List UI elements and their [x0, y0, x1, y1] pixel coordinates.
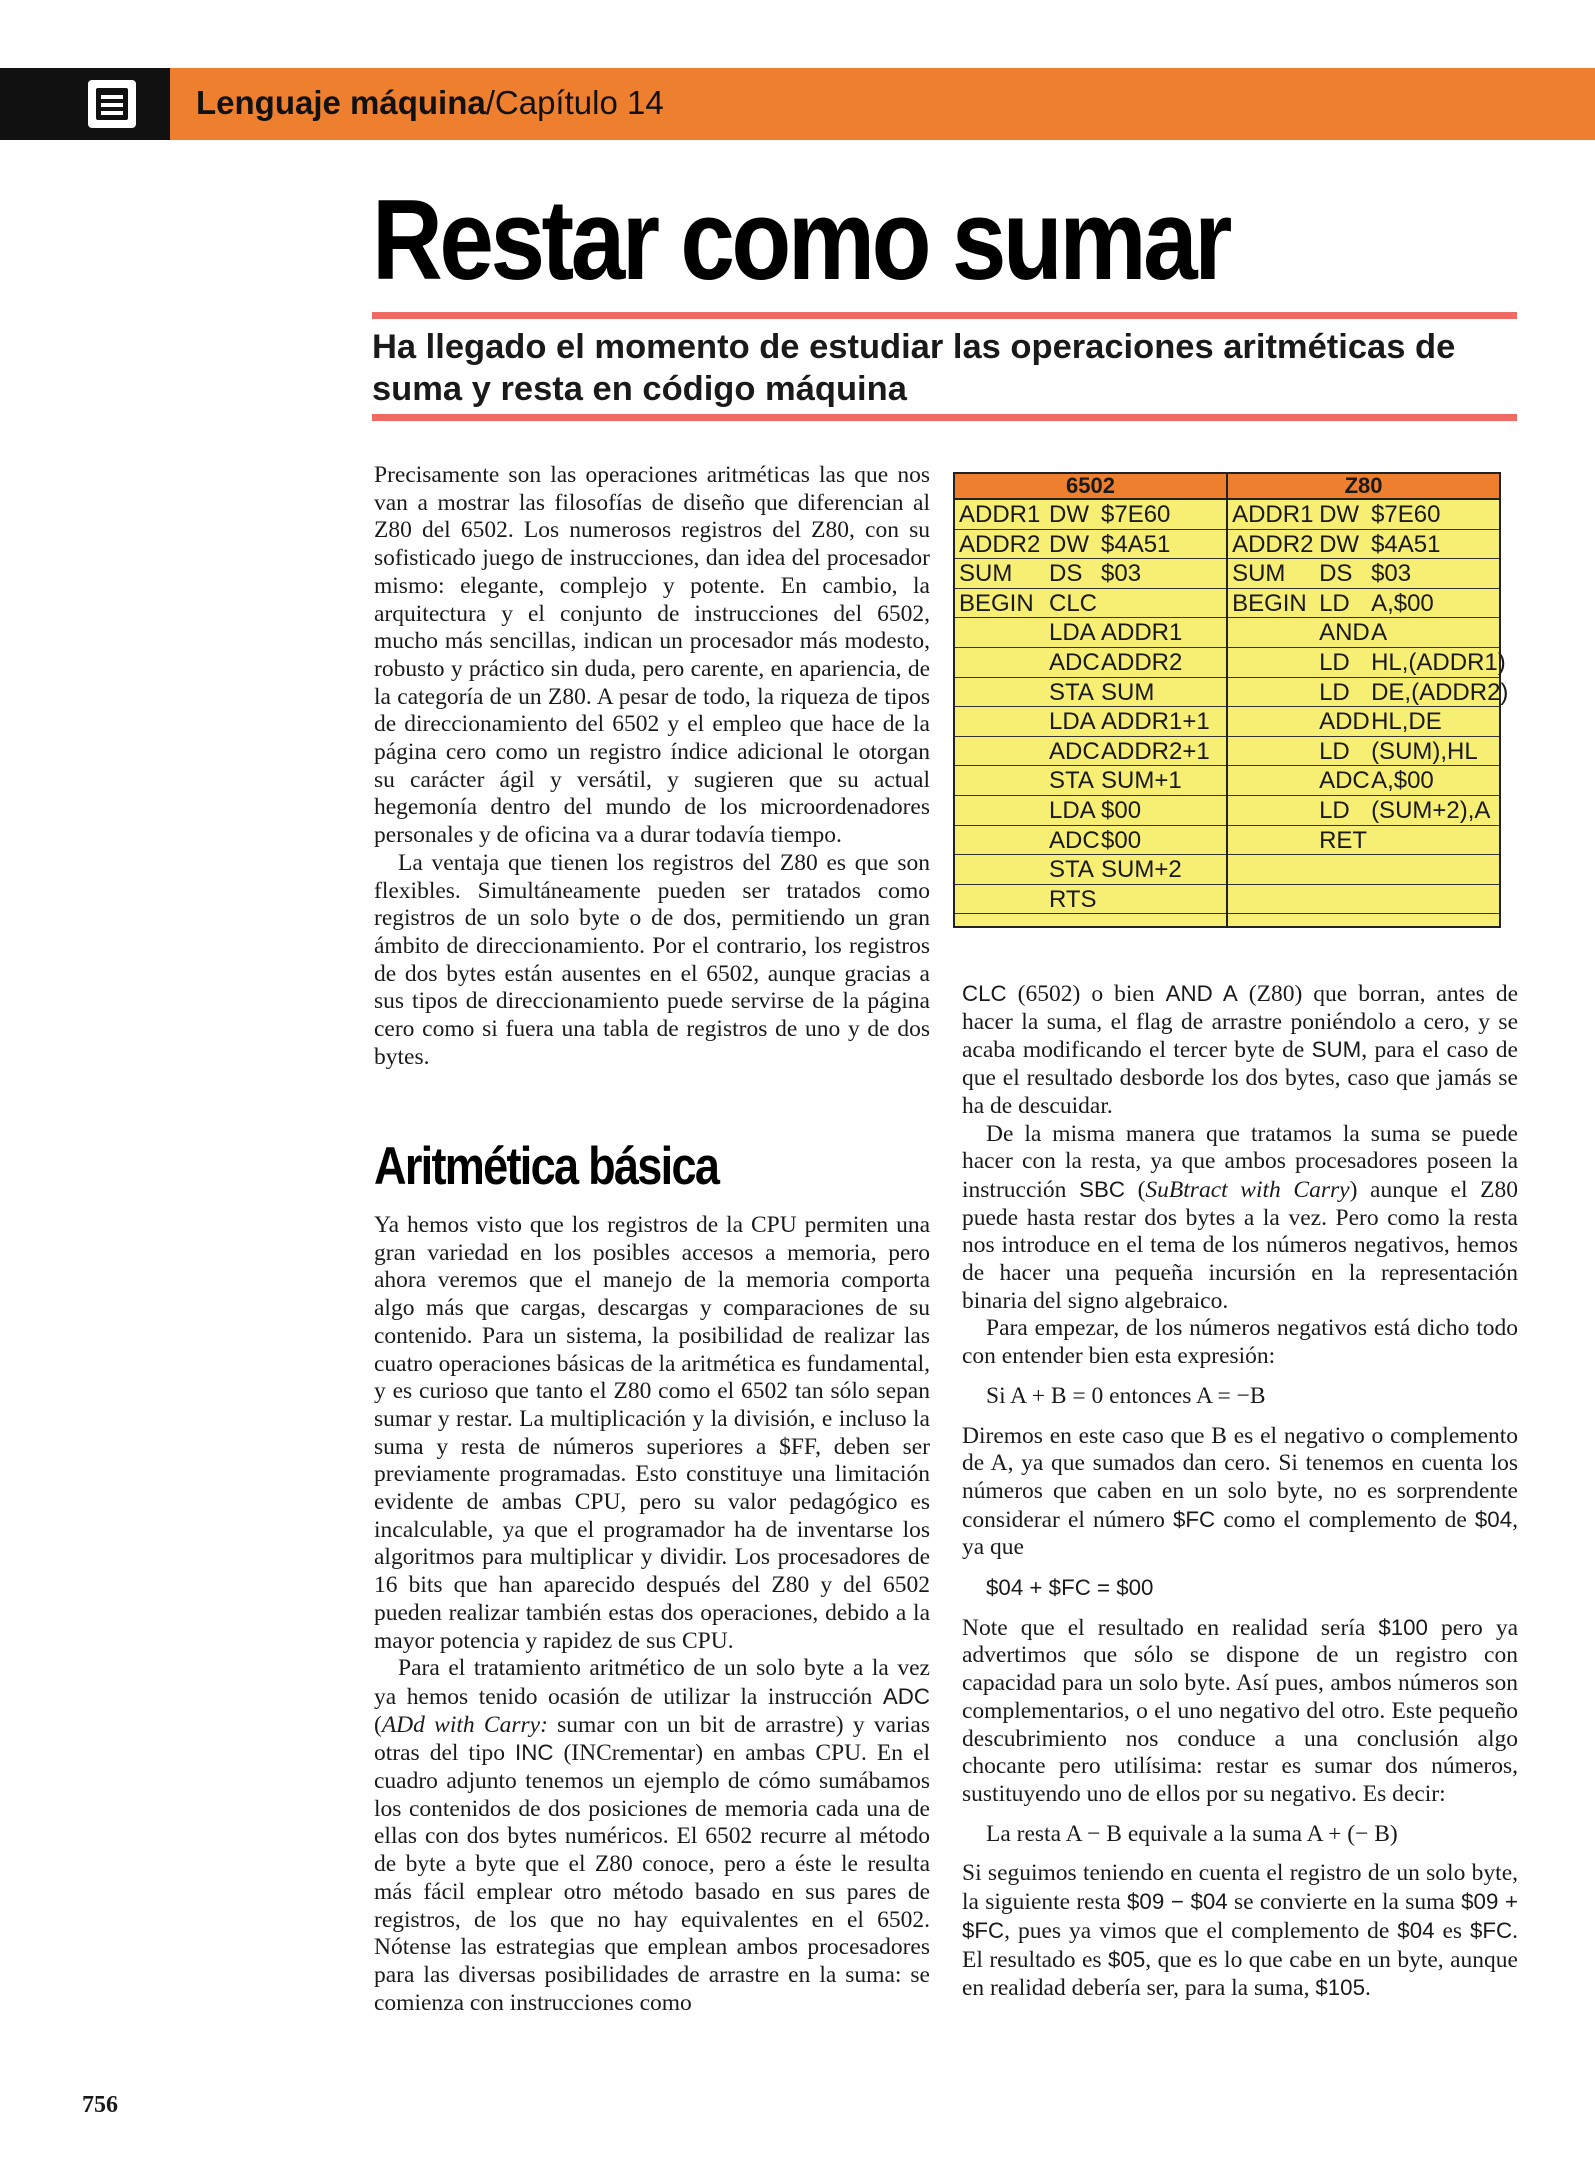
section-label: Lenguaje máquina/Capítulo 14 — [196, 84, 664, 121]
code-column-z80 — [1227, 473, 1509, 927]
paragraph: De la misma manera que tratamos la suma se puede hacer con la resta, ya que ambos procesadores poseen la instrucción SBC (SuBtract with Carry) aunque el Z80 puede hasta restar dos bytes a la vez. Pero como la resta nos introduce en el tema de los números negativos, hemos de hacer una pequeña incursión en la representación binaria del signo algebraico. — [962, 1120, 1518, 1314]
page-title: Restar como sumar — [372, 177, 1229, 304]
code-operand: A,$00 — [1371, 767, 1434, 795]
code-operand: $4A51 — [1371, 530, 1441, 558]
code-operand: $7E60 — [1101, 501, 1171, 528]
code-row — [1228, 826, 1499, 856]
code-label: ADDR1 — [1232, 501, 1314, 528]
code-operand: DE,(ADDR2) — [1371, 678, 1509, 706]
code-opcode: LD — [1319, 796, 1350, 824]
code-opcode: STA — [1049, 678, 1094, 706]
code-table — [953, 472, 1509, 928]
code-opcode: LDA — [1049, 796, 1096, 824]
code-operand: $00 — [1101, 796, 1142, 824]
subtitle: Ha llegado el momento de estudiar las operaciones aritméticas de suma y resta en código máquina — [372, 328, 1456, 408]
page-number: 756 — [82, 2092, 118, 2118]
code-opcode: LD — [1319, 589, 1350, 617]
code-opcode: LDA — [1049, 619, 1096, 647]
code-label: ADDR2 — [959, 530, 1041, 558]
code-row — [955, 885, 1226, 915]
code-row — [955, 678, 1226, 708]
code-opcode: LD — [1319, 648, 1350, 676]
code-operand: ADDR2 — [1101, 648, 1183, 676]
code-operand: ADDR2+1 — [1101, 737, 1210, 765]
code-row — [1228, 559, 1499, 589]
code-operand: HL,DE — [1371, 708, 1442, 736]
code-operand: A,$00 — [1371, 589, 1434, 617]
paragraph: Ya hemos visto que los registros de la CPU permiten una gran variedad en los posibles accesos a memoria, pero ahora veremos que el manejo de la memoria comporta algo más que cargas, descargas y comparaciones de su contenido. Para un sistema, la posibilidad de realizar las cuatro operaciones básicas de la aritmética es fundamental, y es curioso que tanto el Z80 como el 6502 tan sólo sepan sumar y restar. La multiplicación y la división, e incluso la suma y resta de números superiores a $FF, deben ser previamente programadas. Esto constituye una limitación evidente de ambas CPU, pero su valor pedagógico es incalculable, ya que el programador ha de inventarse los algoritmos para multiplicar y dividir. Los procesadores de 16 bits que han aparecido después del Z80 y del 6502 pueden realizar también estas dos operaciones, debido a la mayor potencia y rapidez de sus CPU. — [374, 1212, 930, 1654]
code-operand: HL,(ADDR1) — [1371, 648, 1506, 676]
paragraph: Diremos en este caso que B es el negativo o complemento de A, ya que sumados dan cero. Si tenemos en cuenta los números que caben en un solo byte, no es sorprendente considerar el número $FC como el complemento de $04, ya que — [962, 1422, 1518, 1561]
code-opcode: ADC — [1049, 737, 1100, 765]
code-row — [1228, 796, 1499, 826]
column-left-bottom — [374, 1212, 930, 2017]
code-opcode: DW — [1319, 501, 1360, 528]
code-opcode: ADD — [1319, 708, 1370, 736]
code-row — [1228, 885, 1499, 915]
code-column-6502 — [954, 473, 1227, 927]
code-operand: SUM+1 — [1101, 767, 1182, 795]
code-header-z80: Z80 — [1228, 474, 1499, 500]
code-label: SUM — [1232, 560, 1286, 588]
code-operand: A — [1371, 619, 1388, 647]
code-row — [1228, 707, 1499, 737]
code-row — [955, 855, 1226, 885]
code-opcode: DS — [1049, 560, 1083, 588]
code-opcode: LD — [1319, 737, 1350, 765]
paragraph: Para el tratamiento aritmético de un solo byte a la vez ya hemos tenido ocasión de utilizar la instrucción ADC (ADd with Carry: sumar con un bit de arrastre) y varias otras del tipo INC (INCrementar) en ambas CPU. En el cuadro adjunto tenemos un ejemplo de cómo sumábamos los contenidos de dos posiciones de memoria cada una de ellas con dos bytes numéricos. El 6502 recurre al método de byte a byte que el Z80 conoce, pero a éste le resulta más fácil emplear otro método basado en sus pares de registros, de los que no hay equivalentes en el 6502. Nótense las estrategias que emplean ambos procesadores para las diversas posibilidades de arrastre en la suma: se comienza con instrucciones como — [374, 1655, 931, 2016]
code-operand: ADDR1 — [1101, 619, 1183, 647]
code-row — [955, 559, 1226, 589]
code-row — [955, 766, 1226, 796]
code-row — [955, 826, 1226, 856]
code-opcode: DW — [1049, 530, 1089, 558]
code-label: BEGIN — [959, 589, 1034, 617]
paragraph: CLC (6502) o bien AND A (Z80) que borran, antes de hacer la suma, el flag de arrastre poniéndolo a cero, y se acaba modificando el tercer byte de SUM, para el caso de que el resultado desborde los dos bytes, caso que jamás se ha de descuidar. — [962, 981, 1518, 1119]
code-operand: (SUM),HL — [1371, 737, 1478, 765]
code-opcode: DW — [1049, 501, 1089, 528]
paragraph: Para empezar, de los números negativos está dicho todo con entender bien esta expresión: — [962, 1315, 1518, 1370]
code-row — [1228, 678, 1509, 708]
equation: La resta A − B equivale a la suma A + (− B) — [986, 1820, 1398, 1847]
column-right — [962, 980, 1518, 2003]
column-left-top — [374, 462, 930, 1071]
code-row — [955, 530, 1226, 560]
code-operand: $03 — [1371, 560, 1412, 588]
code-opcode: LDA — [1049, 708, 1096, 736]
code-row — [955, 737, 1226, 767]
code-opcode: DW — [1319, 530, 1360, 558]
code-operand: $7E60 — [1371, 501, 1441, 528]
code-row — [1228, 589, 1499, 619]
code-opcode: LD — [1319, 678, 1350, 706]
paragraph: Precisamente son las operaciones aritméticas las que nos van a mostrar las filosofías de diseño que diferencian al Z80 del 6502. Los numerosos registros del Z80, con su sofisticado juego de instrucciones, dan idea del procesador mismo: elegante, complejo y potente. En cambio, la arquitectura y el conjunto de instrucciones del 6502, mucho más sencillas, indican un procesador más modesto, robusto y práctico sin duda, pero carente, en apariencia, de la categoría de un Z80. A pesar de todo, la riqueza de tipos de direccionamiento del 6502 y el empleo que hace de la página cero como un registro índice adicional le otorgan su carácter ágil y versátil, y sugieren que su actual hegemonía dentro del mundo de los microordenadores personales y de oficina va a durar todavía tiempo. — [374, 462, 930, 849]
code-operand: (SUM+2),A — [1371, 796, 1491, 824]
code-operand: $00 — [1101, 826, 1142, 854]
subtitle-rule — [372, 414, 1517, 421]
code-row — [955, 589, 1226, 619]
code-opcode: RTS — [1049, 885, 1097, 913]
code-row — [955, 618, 1226, 648]
code-operand: SUM — [1101, 678, 1155, 706]
code-operand: $4A51 — [1101, 530, 1171, 558]
code-label: ADDR2 — [1232, 530, 1314, 558]
title-rule — [372, 312, 1517, 319]
code-label: BEGIN — [1232, 589, 1307, 617]
code-opcode: STA — [1049, 856, 1094, 884]
code-row — [1228, 530, 1499, 560]
code-row — [1228, 500, 1499, 530]
paragraph: Si seguimos teniendo en cuenta el registro de un solo byte, la siguiente resta $09 − $04 se convierte en la suma $09 + $FC, pues ya vimos que el complemento de $04 es $FC. El resultado es $05, que es lo que cabe en un byte, aunque en realidad debería ser, para la suma, $105. — [962, 1860, 1519, 2002]
code-opcode: ADC — [1049, 826, 1100, 854]
code-operand: $03 — [1101, 560, 1142, 588]
code-opcode: CLC — [1049, 589, 1098, 617]
code-row — [955, 500, 1226, 530]
code-operand: SUM+2 — [1101, 856, 1182, 884]
code-row — [955, 707, 1226, 737]
computer-icon — [0, 68, 170, 140]
code-row — [955, 648, 1226, 678]
code-row — [1228, 648, 1506, 678]
code-row — [1228, 855, 1499, 885]
code-opcode: AND — [1319, 619, 1370, 647]
code-operand: ADDR1+1 — [1101, 708, 1210, 736]
code-label: SUM — [959, 560, 1013, 588]
code-header-6502: 6502 — [955, 474, 1226, 500]
equation: Si A + B = 0 entonces A = −B — [986, 1382, 1266, 1409]
code-row — [1228, 737, 1499, 767]
code-opcode: ADC — [1319, 767, 1370, 795]
code-opcode: ADC — [1049, 648, 1100, 676]
code-row — [1228, 766, 1499, 796]
code-row — [1228, 618, 1499, 648]
paragraph: Note que el resultado en realidad sería $100 pero ya advertimos que sólo se dispone de un registro con capacidad para un solo byte. Así pues, ambos números son complementarios, o el uno negativo del otro. Este pequeño descubrimiento nos conduce a una conclusión algo chocante pero utilísima: restar es sumar dos números, sustituyendo uno de ellos por su negativo. Es decir: — [962, 1614, 1518, 1807]
code-row — [955, 796, 1226, 826]
paragraph: La ventaja que tienen los registros del Z80 es que son flexibles. Simultáneamente pueden ser tratados como registros de un solo byte o de dos, permitiendo un gran ámbito de direccionamiento. Por el contrario, los registros de dos bytes están ausentes en el 6502, aunque gracias a sus tipos de direccionamiento puede servirse de la página cero como si fuera una tabla de registros de uno y de dos bytes. — [374, 849, 930, 1070]
section-heading: Aritmética básica — [374, 1137, 719, 1196]
code-opcode: DS — [1319, 560, 1353, 588]
code-opcode: RET — [1319, 826, 1368, 854]
code-opcode: STA — [1049, 767, 1094, 795]
code-label: ADDR1 — [959, 501, 1041, 528]
equation: $04 + $FC = $00 — [986, 1575, 1154, 1601]
